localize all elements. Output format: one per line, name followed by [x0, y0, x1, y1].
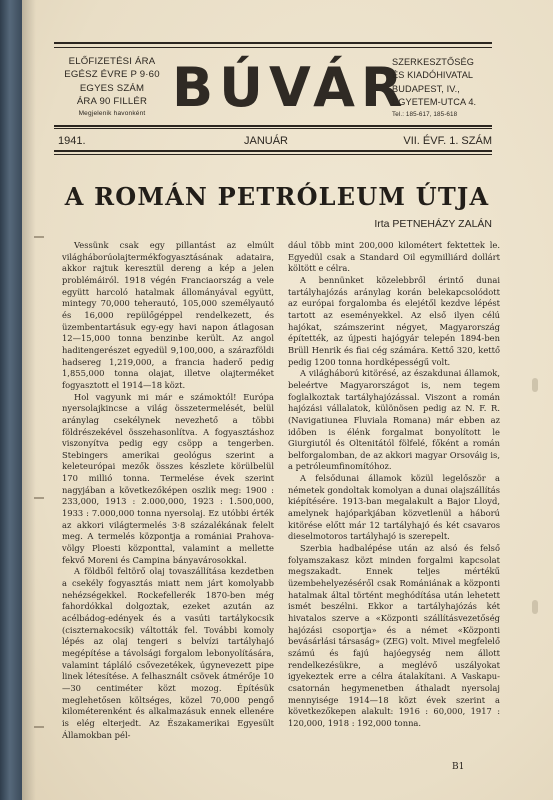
binding-stitch — [34, 497, 44, 499]
article-author: Irta PETNEHÁZY ZALÁN — [374, 218, 492, 230]
masthead-top-rule-thin — [54, 47, 492, 48]
page-gutter-shadow — [22, 0, 36, 800]
binding-clip — [532, 600, 538, 614]
phone-note: Tel.: 185-617, 185-618 — [392, 110, 458, 118]
subscription-line: EGÉSZ ÉVRE P 9·60 — [64, 69, 160, 81]
publisher-line: EGYETEM-UTCA 4. — [392, 97, 477, 108]
publisher-line: SZERKESZTŐSÉG — [392, 57, 474, 67]
article-paragraph: Hol vagyunk mi már e számoktól! Európa nyersolajkincse a világ összetermelését, belül aránylag csekélynek nevezhető a többi földrészekével összehasonlítva. A fogyasztáshoz viszonyítva pedig egy csöpp a tengerben. Stebingers amerikai geológus szerint a keleteurópai mezők összes készlete körülbelül 170 millió tonna. Termelése évek szerint nagyjában a következőképen oszlik meg: 1900 : 233,000, 1913 : 2.000,000, 1923 : 1.500,000, 1933 : 7.000,000 tonna nyersolaj. Ez utóbbi érték az akkori világtermelés 3·8 százalékának felelt meg. A termelés központja a romániai Prahova-völgy Ploesti központtal, valamint a mellette fekvő Moreni és Campina bányavárosokkal. — [62, 391, 274, 565]
article-paragraph: dául több mint 200,000 kilométert fektettek le. Egyedül csak a Standard Oil egymilliárd dollárt költött e célra. — [288, 240, 500, 274]
article-title: A ROMÁN PETRÓLEUM ÚTJA — [64, 182, 490, 211]
article-column-right — [288, 240, 500, 760]
subscription-line: EGYES SZÁM — [79, 82, 145, 94]
dateline-rule — [54, 150, 492, 152]
article-paragraph: Vessünk csak egy pillantást az elmúlt világháborúolajtermékfogyasztásának adataira, akkor rajtuk keresztül dereng a kép a jelen problémáiról. 1918 végén Franciaország a vele együtt harcoló hatalmak állományával együtt, mintegy 70,000 teherautó, 105,000 személyautó és 16,000 repülőgéppel rendelkezett, és üzembentartásuk egy-egy havi napon átlagosan 12—15,000 tonna benzinbe került. Az angol haditengerészet egyedül 9,100,000, a szárazföldi hadsereg 1,219,000, a francia haderő pedig 1,855,000 tonna olajat, illetve olajterméket fogyasztott el 1914—18 közt. — [62, 240, 274, 390]
issue-year: 1941. — [58, 135, 86, 147]
publisher-line: ÉS KIADÓHIVATAL — [392, 70, 474, 81]
article-column-left — [62, 240, 274, 760]
publisher-line: BUDAPEST, IV., — [392, 83, 460, 94]
dateline-rule-thin — [54, 154, 492, 155]
masthead — [54, 37, 492, 164]
binding-stitch — [34, 236, 44, 238]
article-paragraph: A világháború kitörésé, az északdunai államok, beleértve Magyarországot is, nem tegem foglalkoztak tartályhajózással. Viszont a román hajózási vállalatok, különösen pedig az N. F. R. (Navigatiunea Fluviala Romana) már ebben az időben is élénk forgalmat bonyolított le Giurgiutól és Oltenitától fölfelé, főként a román belforgalomban, de az akkori magyar Orsováig is, a petróleumfinomítóhoz. — [288, 368, 500, 472]
issue-volume: VII. ÉVF. 1. SZÁM — [403, 135, 492, 147]
subscription-line: ELŐFIZETÉSI ÁRA — [68, 56, 156, 67]
issue-dateline — [56, 134, 492, 148]
subscription-info — [58, 55, 166, 119]
binding-clip — [532, 378, 538, 392]
frequency-note: Megjelenik havonként — [78, 109, 146, 117]
article-paragraph: A bennünket közelebbről érintő dunai tartályhajózás aránylag korán belekapcsolódott az európai forgalomba és elejétől kezdve lépést tartott az eseményekkel. Az első ilyen célú hajókat, számszerint négyet, Magyarország építették, az újpesti hajógyár telepén 1894-ben Brüll Henrik és fiai cég számára. Kettő 320, kettő pedig 1200 tonna hordképességű volt. — [288, 274, 500, 367]
masthead-bottom-rule-thin — [54, 128, 492, 129]
magazine-title: BÚVÁR — [172, 56, 409, 119]
publisher-info — [392, 56, 492, 120]
binding-stitch — [34, 726, 44, 728]
masthead-top-rule — [54, 42, 492, 44]
book-binding — [0, 0, 22, 800]
article-paragraph: A felsődunai államok közül legelőször a németek gondoltak komolyan a dunai olajszállítás kiépítésére. 1913-ban megalakult a Bajor Lloyd, amelynek hajóparkjában közvetlenül a háború kitörése előtt már 12 tartályhajó és két csavaros dieselmotoros tartályhajó is szerepelt. — [288, 473, 500, 542]
subscription-line: ÁRA 90 FILLÉR — [76, 96, 148, 108]
masthead-bottom-rule — [54, 125, 492, 127]
issue-month: JANUÁR — [244, 135, 289, 147]
page-signature: B1 — [452, 762, 465, 772]
article-paragraph: A földből feltörő olaj tovaszállítása kezdetben a csekély fogyasztás miatt nem járt komolyabb nehézségekkel. Rockefellerék 1870-ben még fahordókkal dolgoztak, ezeket azután az acélbádog-edények és a vasúti tartálykocsik (ciszternakocsik) váltották fel. További komoly lépés az olaj tengeri s belvízi tartályhajó megépítése a távolsági forgalom lebonyolítására, valamint tápláló csővezetékek, úgynevezett pipe linek létesítése. A felhasznált csövek átmérője 10—30 centiméter közt mozog. Építésük meglehetősen költséges, közel 70,000 pengő kilométerenként és alkalmazásuk ennek ellenére is elég elterjedt. Az Északamerikai Egyesült Államokban pél- — [62, 566, 274, 740]
article-paragraph: Szerbia hadbalépése után az alsó és felső folyamszakasz közt minden forgalmi kapcsolat megszakadt. Ennek teljes mértékű üzembehelyezéséről csak Romániának a központi hatalmak által történt meghódítása után lehetett ismét beszélni. Ekkor a tartályhajózás két hivatalos szerve a «Központi szállításvezetőség hajózási csoportja» és a német «Központi bevásárlási társaság» (ZEG) volt. Mivel megfelelő számú és fajú hajóegység nem állott rendelkezésükre, a meglévő uszályokat igyekeztek erre a célra átalakítani. A Vaskapu-csatornán hegymenetben áthaladt nyersolaj mennyisége 1914—18 közt évek szerint a következőkepen alakult: 1916 : 60,000, 1917 : 120,000, 1918 : 192,000 tonna. — [288, 543, 500, 728]
